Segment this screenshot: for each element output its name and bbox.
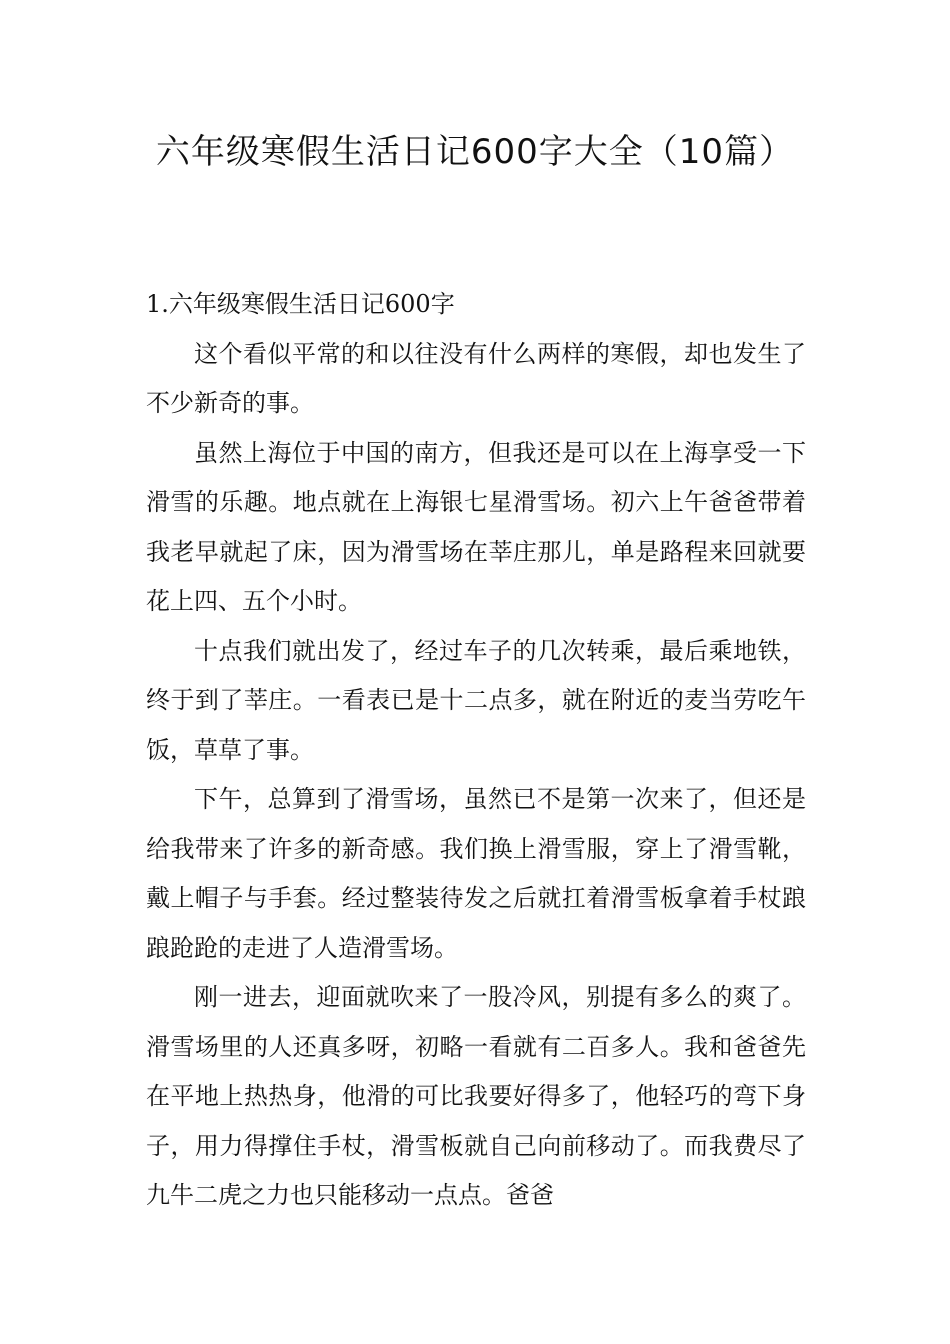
paragraph-3: 十点我们就出发了，经过车子的几次转乘，最后乘地铁，终于到了莘庄。一看表已是十二点多，就在附近的麦当劳吃午饭，草草了事。 [146,636,806,764]
paragraph-2: 虽然上海位于中国的南方，但我还是可以在上海享受一下滑雪的乐趣。地点就在上海银七星滑雪场。初六上午爸爸带着我老早就起了床，因为滑雪场在莘庄那儿，单是路程来回就要花上四、五个小时。 [146,438,806,615]
document-title: 六年级寒假生活日记600字大全（10篇） [155,132,795,172]
section-heading: 1.六年级寒假生活日记600字 [146,290,455,318]
document-body [146,280,806,1221]
paragraph-1: 这个看似平常的和以往没有什么两样的寒假，却也发生了不少新奇的事。 [146,339,806,417]
paragraph-4: 下午，总算到了滑雪场，虽然已不是第一次来了，但还是给我带来了许多的新奇感。我们换上滑雪服，穿上了滑雪靴，戴上帽子与手套。经过整装待发之后就扛着滑雪板拿着手杖踉踉跄跄的走进了人造滑雪场。 [146,785,806,962]
paragraph-5: 刚一进去，迎面就吹来了一股冷风，别提有多么的爽了。滑雪场里的人还真多呀，初略一看就有二百多人。我和爸爸先在平地上热热身，他滑的可比我要好得多了，他轻巧的弯下身子，用力得撑住手杖，滑雪板就自己向前移动了。而我费尽了九牛二虎之力也只能移动一点点。爸爸 [146,983,806,1209]
